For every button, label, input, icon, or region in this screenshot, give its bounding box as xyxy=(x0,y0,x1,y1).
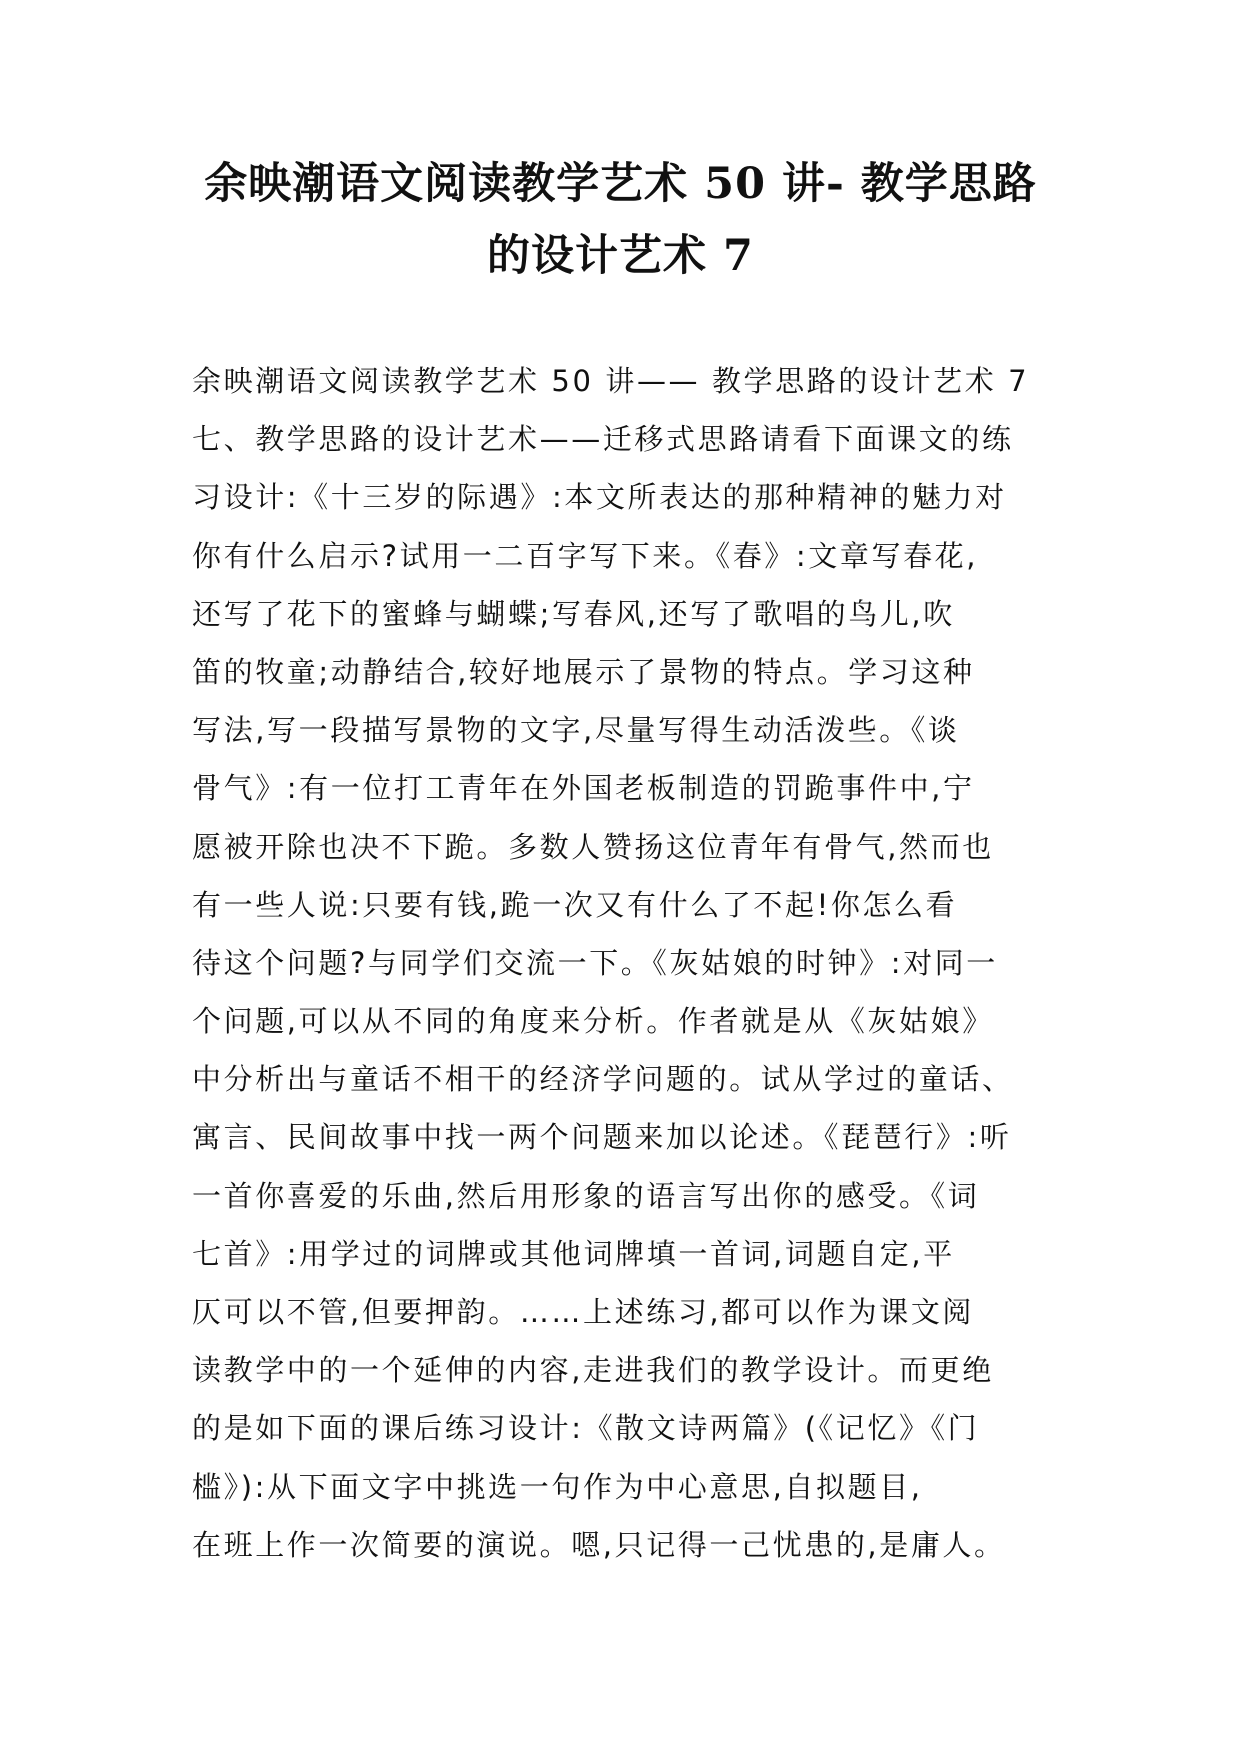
body-line: 七首》:用学过的词牌或其他词牌填一首词,词题自定,平 xyxy=(192,1236,955,1271)
body-line: 待这个问题?与同学们交流一下。《灰姑娘的时钟》:对同一 xyxy=(192,945,998,980)
body-line: 寓言、民间故事中找一两个问题来加以论述。《琵琶行》:听 xyxy=(192,1120,1012,1155)
title-line-2: 的设计艺术 7 xyxy=(487,231,754,281)
body-line: 写法,写一段描写景物的文字,尽量写得生动活泼些。《谈 xyxy=(192,713,960,748)
body-line: 骨气》:有一位打工青年在外国老板制造的罚跪事件中,宁 xyxy=(192,771,975,806)
body-line: 个问题,可以从不同的角度来分析。作者就是从《灰姑娘》 xyxy=(192,1004,994,1039)
body-line: 你有什么启示?试用一二百字写下来。《春》:文章写春花, xyxy=(192,538,979,573)
body-line: 一首你喜爱的乐曲,然后用形象的语言写出你的感受。《词 xyxy=(192,1178,980,1213)
body-line: 余映潮语文阅读教学艺术 50 讲—— 教学思路的设计艺术 7 xyxy=(192,364,1030,398)
body-line: 习设计:《十三岁的际遇》:本文所表达的那种精神的魅力对 xyxy=(192,480,1007,515)
body-line: 在班上作一次简要的演说。嗯,只记得一己忧患的,是庸人。 xyxy=(192,1527,1006,1562)
body-line: 有一些人说:只要有钱,跪一次又有什么了不起!你怎么看 xyxy=(192,887,958,922)
body-line: 的是如下面的课后练习设计:《散文诗两篇》(《记忆》《门 xyxy=(192,1411,980,1446)
body-line: 读教学中的一个延伸的内容,走进我们的教学设计。而更绝 xyxy=(192,1353,994,1388)
body-line: 笛的牧童;动静结合,较好地展示了景物的特点。学习这种 xyxy=(192,654,975,689)
body-line: 仄可以不管,但要押韵。……上述练习,都可以作为课文阅 xyxy=(192,1295,975,1329)
body-line: 愿被开除也决不下跪。多数人赞扬这位青年有骨气,然而也 xyxy=(192,829,994,864)
body-line: 还写了花下的蜜蜂与蝴蝶;写春风,还写了歌唱的鸟儿,吹 xyxy=(192,596,955,631)
body-line: 中分析出与童话不相干的经济学问题的。试从学过的童话、 xyxy=(192,1062,1014,1097)
document-title xyxy=(150,148,1091,292)
title-line-1: 余映潮语文阅读教学艺术 50 讲- 教学思路 xyxy=(204,159,1037,209)
body-line: 七、教学思路的设计艺术——迁移式思路请看下面课文的练 xyxy=(192,422,1014,457)
document-body xyxy=(192,352,1062,1574)
body-line: 槛》):从下面文字中挑选一句作为中心意思,自拟题目, xyxy=(192,1469,923,1504)
